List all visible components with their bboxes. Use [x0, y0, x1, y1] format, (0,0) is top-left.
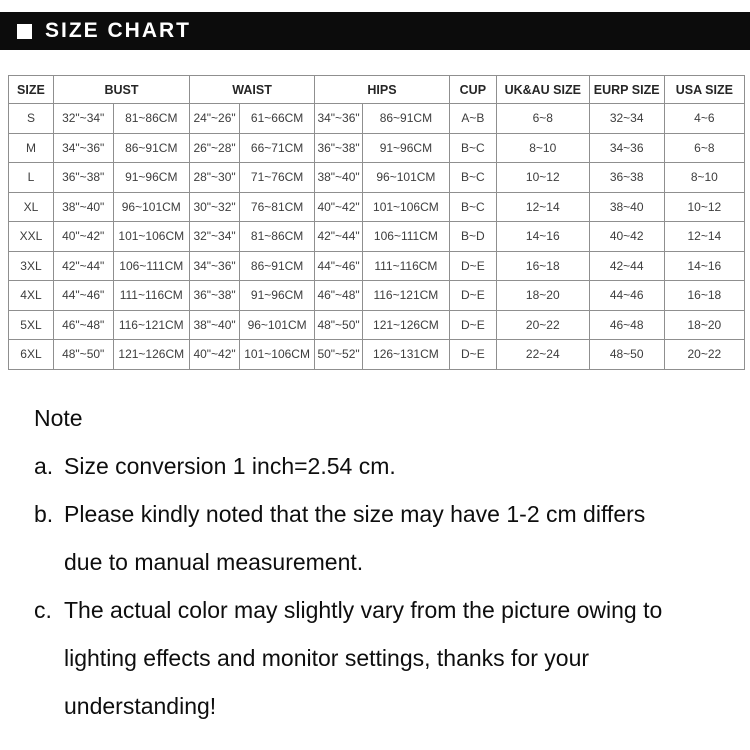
- measurement-cell: 48"~50": [315, 310, 363, 340]
- note-line: Size conversion 1 inch=2.54 cm.: [64, 453, 396, 479]
- column-header-waist: WAIST: [190, 76, 315, 104]
- measurement-cell: 24"~26": [190, 104, 240, 134]
- measurement-cell: 101~106CM: [113, 222, 190, 252]
- measurement-cell: 16~18: [664, 281, 744, 311]
- column-header-bust: BUST: [53, 76, 189, 104]
- size-label-cell: 6XL: [9, 340, 54, 370]
- measurement-cell: 16~18: [496, 251, 589, 281]
- measurement-cell: 126~131CM: [362, 340, 449, 370]
- measurement-cell: 38~40: [589, 192, 664, 222]
- measurement-cell: 10~12: [496, 163, 589, 193]
- note-item-c: [34, 586, 734, 730]
- column-header-eurp-size: EURP SIZE: [589, 76, 664, 104]
- measurement-cell: 8~10: [496, 133, 589, 163]
- size-label-cell: L: [9, 163, 54, 193]
- measurement-cell: 20~22: [664, 340, 744, 370]
- measurement-cell: 42~44: [589, 251, 664, 281]
- measurement-cell: 38"~40": [53, 192, 113, 222]
- measurement-cell: 6~8: [664, 133, 744, 163]
- measurement-cell: 116~121CM: [362, 281, 449, 311]
- measurement-cell: 40"~42": [315, 192, 363, 222]
- measurement-cell: 44"~46": [53, 281, 113, 311]
- measurement-cell: D~E: [449, 310, 496, 340]
- measurement-cell: 22~24: [496, 340, 589, 370]
- measurement-cell: 81~86CM: [113, 104, 190, 134]
- measurement-cell: 18~20: [496, 281, 589, 311]
- notes-heading: Note: [34, 405, 83, 431]
- measurement-cell: 40"~42": [53, 222, 113, 252]
- measurement-cell: 86~91CM: [113, 133, 190, 163]
- measurement-cell: 76~81CM: [240, 192, 315, 222]
- measurement-cell: 18~20: [664, 310, 744, 340]
- measurement-cell: 32"~34": [190, 222, 240, 252]
- measurement-cell: 34"~36": [315, 104, 363, 134]
- table-row: [9, 133, 745, 163]
- measurement-cell: B~C: [449, 192, 496, 222]
- note-prefix-b: b.: [34, 501, 54, 527]
- table-header-row: [9, 76, 745, 104]
- column-header-size: SIZE: [9, 76, 54, 104]
- note-line: due to manual measurement.: [64, 549, 364, 575]
- size-label-cell: XXL: [9, 222, 54, 252]
- measurement-cell: 111~116CM: [362, 251, 449, 281]
- measurement-cell: 91~96CM: [113, 163, 190, 193]
- measurement-cell: 28"~30": [190, 163, 240, 193]
- measurement-cell: 48~50: [589, 340, 664, 370]
- note-prefix-c: c.: [34, 597, 52, 623]
- measurement-cell: 101~106CM: [362, 192, 449, 222]
- table-row: [9, 251, 745, 281]
- measurement-cell: 121~126CM: [113, 340, 190, 370]
- note-prefix-a: a.: [34, 453, 54, 479]
- table-row: [9, 163, 745, 193]
- measurement-cell: 44~46: [589, 281, 664, 311]
- measurement-cell: B~C: [449, 163, 496, 193]
- measurement-cell: 14~16: [496, 222, 589, 252]
- measurement-cell: 36"~38": [315, 133, 363, 163]
- square-bullet-icon: [17, 24, 32, 39]
- measurement-cell: 10~12: [664, 192, 744, 222]
- measurement-cell: 20~22: [496, 310, 589, 340]
- size-label-cell: 4XL: [9, 281, 54, 311]
- measurement-cell: 40~42: [589, 222, 664, 252]
- measurement-cell: 12~14: [496, 192, 589, 222]
- measurement-cell: 6~8: [496, 104, 589, 134]
- measurement-cell: 86~91CM: [240, 251, 315, 281]
- measurement-cell: 121~126CM: [362, 310, 449, 340]
- notes-section: [34, 394, 734, 730]
- measurement-cell: 116~121CM: [113, 310, 190, 340]
- size-label-cell: 3XL: [9, 251, 54, 281]
- measurement-cell: 50"~52": [315, 340, 363, 370]
- measurement-cell: 71~76CM: [240, 163, 315, 193]
- measurement-cell: 42"~44": [315, 222, 363, 252]
- size-label-cell: M: [9, 133, 54, 163]
- note-line: lighting effects and monitor settings, thanks for your: [64, 645, 590, 671]
- column-header-ukau-size: UK&AU SIZE: [496, 76, 589, 104]
- measurement-cell: 34"~36": [190, 251, 240, 281]
- measurement-cell: 38"~40": [190, 310, 240, 340]
- measurement-cell: 106~111CM: [362, 222, 449, 252]
- note-line: Please kindly noted that the size may have 1-2 cm differs: [64, 501, 646, 527]
- measurement-cell: 96~101CM: [240, 310, 315, 340]
- measurement-cell: D~E: [449, 340, 496, 370]
- measurement-cell: A~B: [449, 104, 496, 134]
- measurement-cell: 34~36: [589, 133, 664, 163]
- measurement-cell: 36~38: [589, 163, 664, 193]
- measurement-cell: 96~101CM: [113, 192, 190, 222]
- measurement-cell: 14~16: [664, 251, 744, 281]
- measurement-cell: 36"~38": [190, 281, 240, 311]
- measurement-cell: 34"~36": [53, 133, 113, 163]
- table-row: [9, 192, 745, 222]
- measurement-cell: 36"~38": [53, 163, 113, 193]
- measurement-cell: 26"~28": [190, 133, 240, 163]
- measurement-cell: 32~34: [589, 104, 664, 134]
- measurement-cell: B~C: [449, 133, 496, 163]
- measurement-cell: 96~101CM: [362, 163, 449, 193]
- measurement-cell: 111~116CM: [113, 281, 190, 311]
- table-row: [9, 281, 745, 311]
- table-row: [9, 310, 745, 340]
- table-row: [9, 340, 745, 370]
- measurement-cell: 30"~32": [190, 192, 240, 222]
- measurement-cell: 106~111CM: [113, 251, 190, 281]
- note-item-a: [34, 442, 734, 490]
- size-label-cell: 5XL: [9, 310, 54, 340]
- column-header-usa-size: USA SIZE: [664, 76, 744, 104]
- measurement-cell: 40"~42": [190, 340, 240, 370]
- table-row: [9, 222, 745, 252]
- measurement-cell: B~D: [449, 222, 496, 252]
- note-line: The actual color may slightly vary from the picture owing to: [64, 597, 663, 623]
- measurement-cell: 81~86CM: [240, 222, 315, 252]
- measurement-cell: 4~6: [664, 104, 744, 134]
- measurement-cell: 44"~46": [315, 251, 363, 281]
- table-row: [9, 104, 745, 134]
- column-header-hips: HIPS: [315, 76, 450, 104]
- measurement-cell: 91~96CM: [362, 133, 449, 163]
- note-line: understanding!: [64, 693, 217, 719]
- column-header-cup: CUP: [449, 76, 496, 104]
- measurement-cell: 8~10: [664, 163, 744, 193]
- measurement-cell: 38"~40": [315, 163, 363, 193]
- page-title: SIZE CHART: [45, 19, 191, 42]
- measurement-cell: 91~96CM: [240, 281, 315, 311]
- size-label-cell: S: [9, 104, 54, 134]
- measurement-cell: 46~48: [589, 310, 664, 340]
- title-bar: [0, 12, 750, 50]
- measurement-cell: 66~71CM: [240, 133, 315, 163]
- size-label-cell: XL: [9, 192, 54, 222]
- measurement-cell: D~E: [449, 281, 496, 311]
- measurement-cell: 32"~34": [53, 104, 113, 134]
- measurement-cell: 101~106CM: [240, 340, 315, 370]
- measurement-cell: 42"~44": [53, 251, 113, 281]
- measurement-cell: 12~14: [664, 222, 744, 252]
- size-table: [8, 75, 745, 370]
- measurement-cell: 46"~48": [53, 310, 113, 340]
- measurement-cell: 48"~50": [53, 340, 113, 370]
- note-item-b: [34, 490, 734, 586]
- measurement-cell: 61~66CM: [240, 104, 315, 134]
- measurement-cell: D~E: [449, 251, 496, 281]
- measurement-cell: 86~91CM: [362, 104, 449, 134]
- measurement-cell: 46"~48": [315, 281, 363, 311]
